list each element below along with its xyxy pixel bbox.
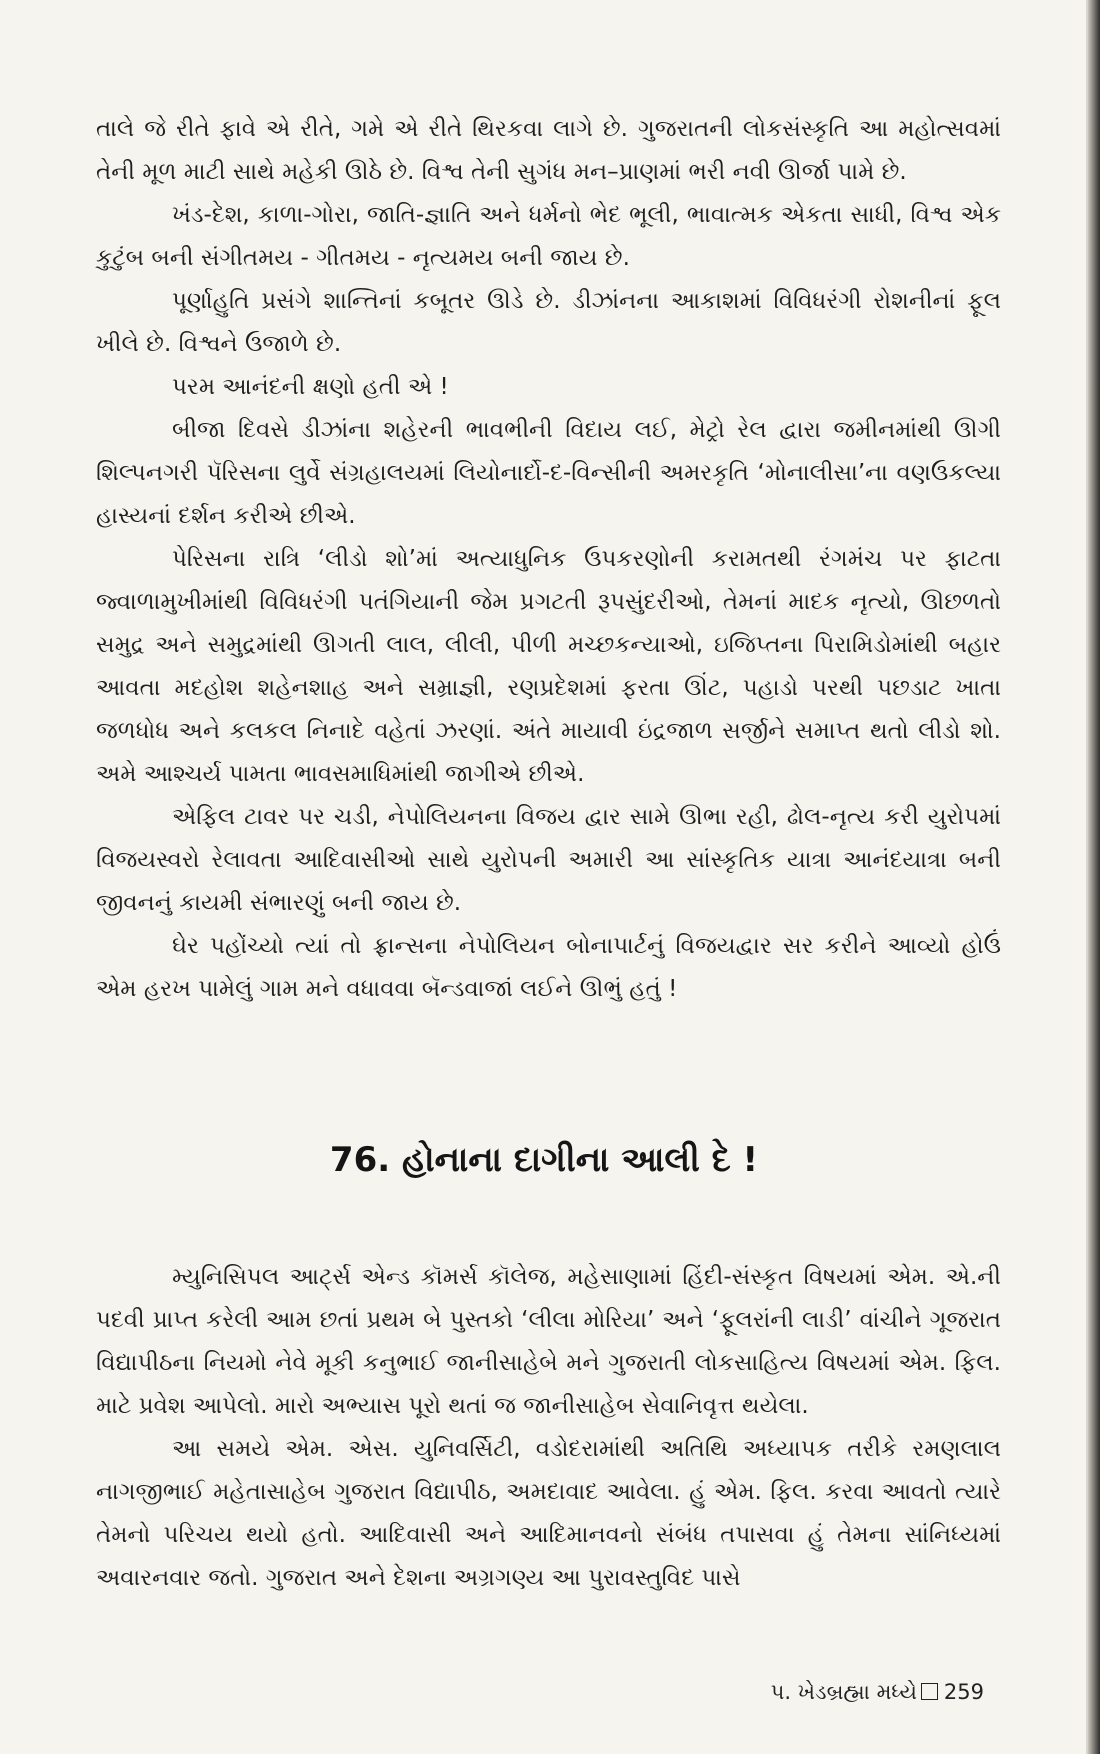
paragraph: મ્યુનિસિપલ આર્ટ્સ એન્ડ કૉમર્સ કૉલેજ, મહેસાણામાં હિંદી-સંસ્કૃત વિષયમાં એમ. એ.ની પદવી પ્રાપ્ત કરેલી આમ છતાં પ્રથમ બે પુસ્તકો ‘લીલા મોરિયા’ અને ‘ફૂલરાંની લાડી’ વાંચીને ગૂજરાત વિદ્યાપીઠના નિયમો નેવે મૂકી કનુભાઈ જાનીસાહેબે મને ગુજરાતી લોકસાહિત્ય વિષયમાં એમ. ફિલ. માટે પ્રવેશ આપેલો. મારો અભ્યાસ પૂરો થતાં જ જાનીસાહેબ સેવાનિવૃત્ત થયેલા. xyxy=(96,1264,1001,1419)
footer-section-name: પ. ખેડબ્રહ્મા મધ્યે xyxy=(770,1680,917,1704)
page-number: 259 xyxy=(943,1680,984,1704)
paragraph: બીજા દિવસે ડીઝાંના શહેરની ભાવભીની વિદાય લઈ, મેટ્રો રેલ દ્વારા જમીનમાંથી ઊગી શિલ્પનગરી પૅરિસના લુર્વે સંગ્રહાલયમાં લિયોનાર્દો-દ-વિન્સીની અમરકૃતિ ‘મોનાલીસા’ના વણઉકલ્યા હાસ્યનાં દર્શન કરીએ છીએ. xyxy=(96,417,1001,529)
paragraph: પરમ આનંદની ક્ષણો હતી એ ! xyxy=(172,374,449,400)
paragraph: આ સમયે એમ. એસ. યુનિવર્સિટી, વડોદરામાંથી અતિથિ અધ્યાપક તરીકે રમણલાલ નાગજીભાઈ મહેતાસાહેબ ગુજરાત વિદ્યાપીઠ, અમદાવાદ આવેલા. હું એમ. ફિલ. કરવા આવતો ત્યારે તેમનો પરિચય થયો હતો. આદિવાસી અને આદિમાનવનો સંબંધ તપાસવા હું તેમના સાંનિધ્યમાં અવારનવાર જતો. ગુજરાત અને દેશના અગ્રગણ્ય આ પુરાવસ્તુવિદ પાસે xyxy=(96,1436,1001,1591)
paragraph: ખંડ-દેશ, કાળા-ગોરા, જાતિ-જ્ઞાતિ અને ધર્મનો ભેદ ભૂલી, ભાવાત્મક એકતા સાધી, વિશ્વ એક કુટુંબ બની સંગીતમય - ગીતમય - નૃત્યમય બની જાય છે. xyxy=(96,202,1001,271)
paragraph: એફિલ ટાવર પર ચડી, નેપોલિયનના વિજય દ્વાર સામે ઊભા રહી, ઢોલ-નૃત્ય કરી યુરોપમાં વિજયસ્વરો રેલાવતા આદિવાસીઓ સાથે યુરોપની અમારી આ સાંસ્કૃતિક યાત્રા આનંદયાત્રા બની જીવનનું કાયમી સંભારણું બની જાય છે. xyxy=(96,804,1001,916)
paragraph: તાલે જે રીતે ફાવે એ રીતે, ગમે એ રીતે થિરકવા લાગે છે. ગુજરાતની લોકસંસ્કૃતિ આ મહોત્સવમાં તેની મૂળ માટી સાથે મહેકી ઊઠે છે. વિશ્વ તેની સુગંધ મન–પ્રાણમાં ભરી નવી ઊર્જા પામે છે. xyxy=(96,116,1001,185)
square-separator-icon xyxy=(921,1683,938,1700)
body-text-bottom xyxy=(96,1256,1001,1600)
body-text-top xyxy=(96,108,1001,1011)
paragraph: ઘેર પહોંચ્યો ત્યાં તો ફ્રાન્સના નેપોલિયન બોનાપાર્ટનું વિજયદ્વાર સર કરીને આવ્યો હોઉં એમ હરખ પામેલું ગામ મને વધાવવા બૅન્ડવાજાં લઈને ઊભું હતું ! xyxy=(96,933,1001,1002)
paragraph: પેરિસના રાત્રિ ‘લીડો શો’માં અત્યાધુનિક ઉપકરણોની કરામતથી રંગમંચ પર ફાટતા જ્વાળામુખીમાંથી વિવિધરંગી પતંગિયાની જેમ પ્રગટતી રૂપસુંદરીઓ, તેમનાં માદક નૃત્યો, ઊછળતો સમુદ્ર અને સમુદ્રમાંથી ઊગતી લાલ, લીલી, પીળી મચ્છકન્યાઓ, ઇજિપ્તના પિરામિડોમાંથી બહાર આવતા મદહોશ શહેનશાહ અને સમ્રાજ્ઞી, રણપ્રદેશમાં ફરતા ઊંટ, પહાડો પરથી પછડાટ ખાતા જળધોધ અને કલકલ નિનાદે વહેતાં ઝરણાં. અંતે માયાવી ઇંદ્રજાળ સર્જીને સમાપ્ત થતો લીડો શો. અમે આશ્ચર્ય પામતા ભાવસમાધિમાંથી જાગીએ છીએ. xyxy=(96,546,1001,787)
page-edge xyxy=(1088,0,1100,1754)
chapter-title: 76. હોનાના દાગીના આલી દે ! xyxy=(329,1140,759,1180)
paragraph: પૂર્ણાહુતિ પ્રસંગે શાન્તિનાં કબૂતર ઊડે છે. ડીઝાંનના આકાશમાં વિવિધરંગી રોશનીનાં ફૂલ ખીલે છે. વિશ્વને ઉજાળે છે. xyxy=(96,288,1001,357)
page-footer xyxy=(771,1680,984,1705)
